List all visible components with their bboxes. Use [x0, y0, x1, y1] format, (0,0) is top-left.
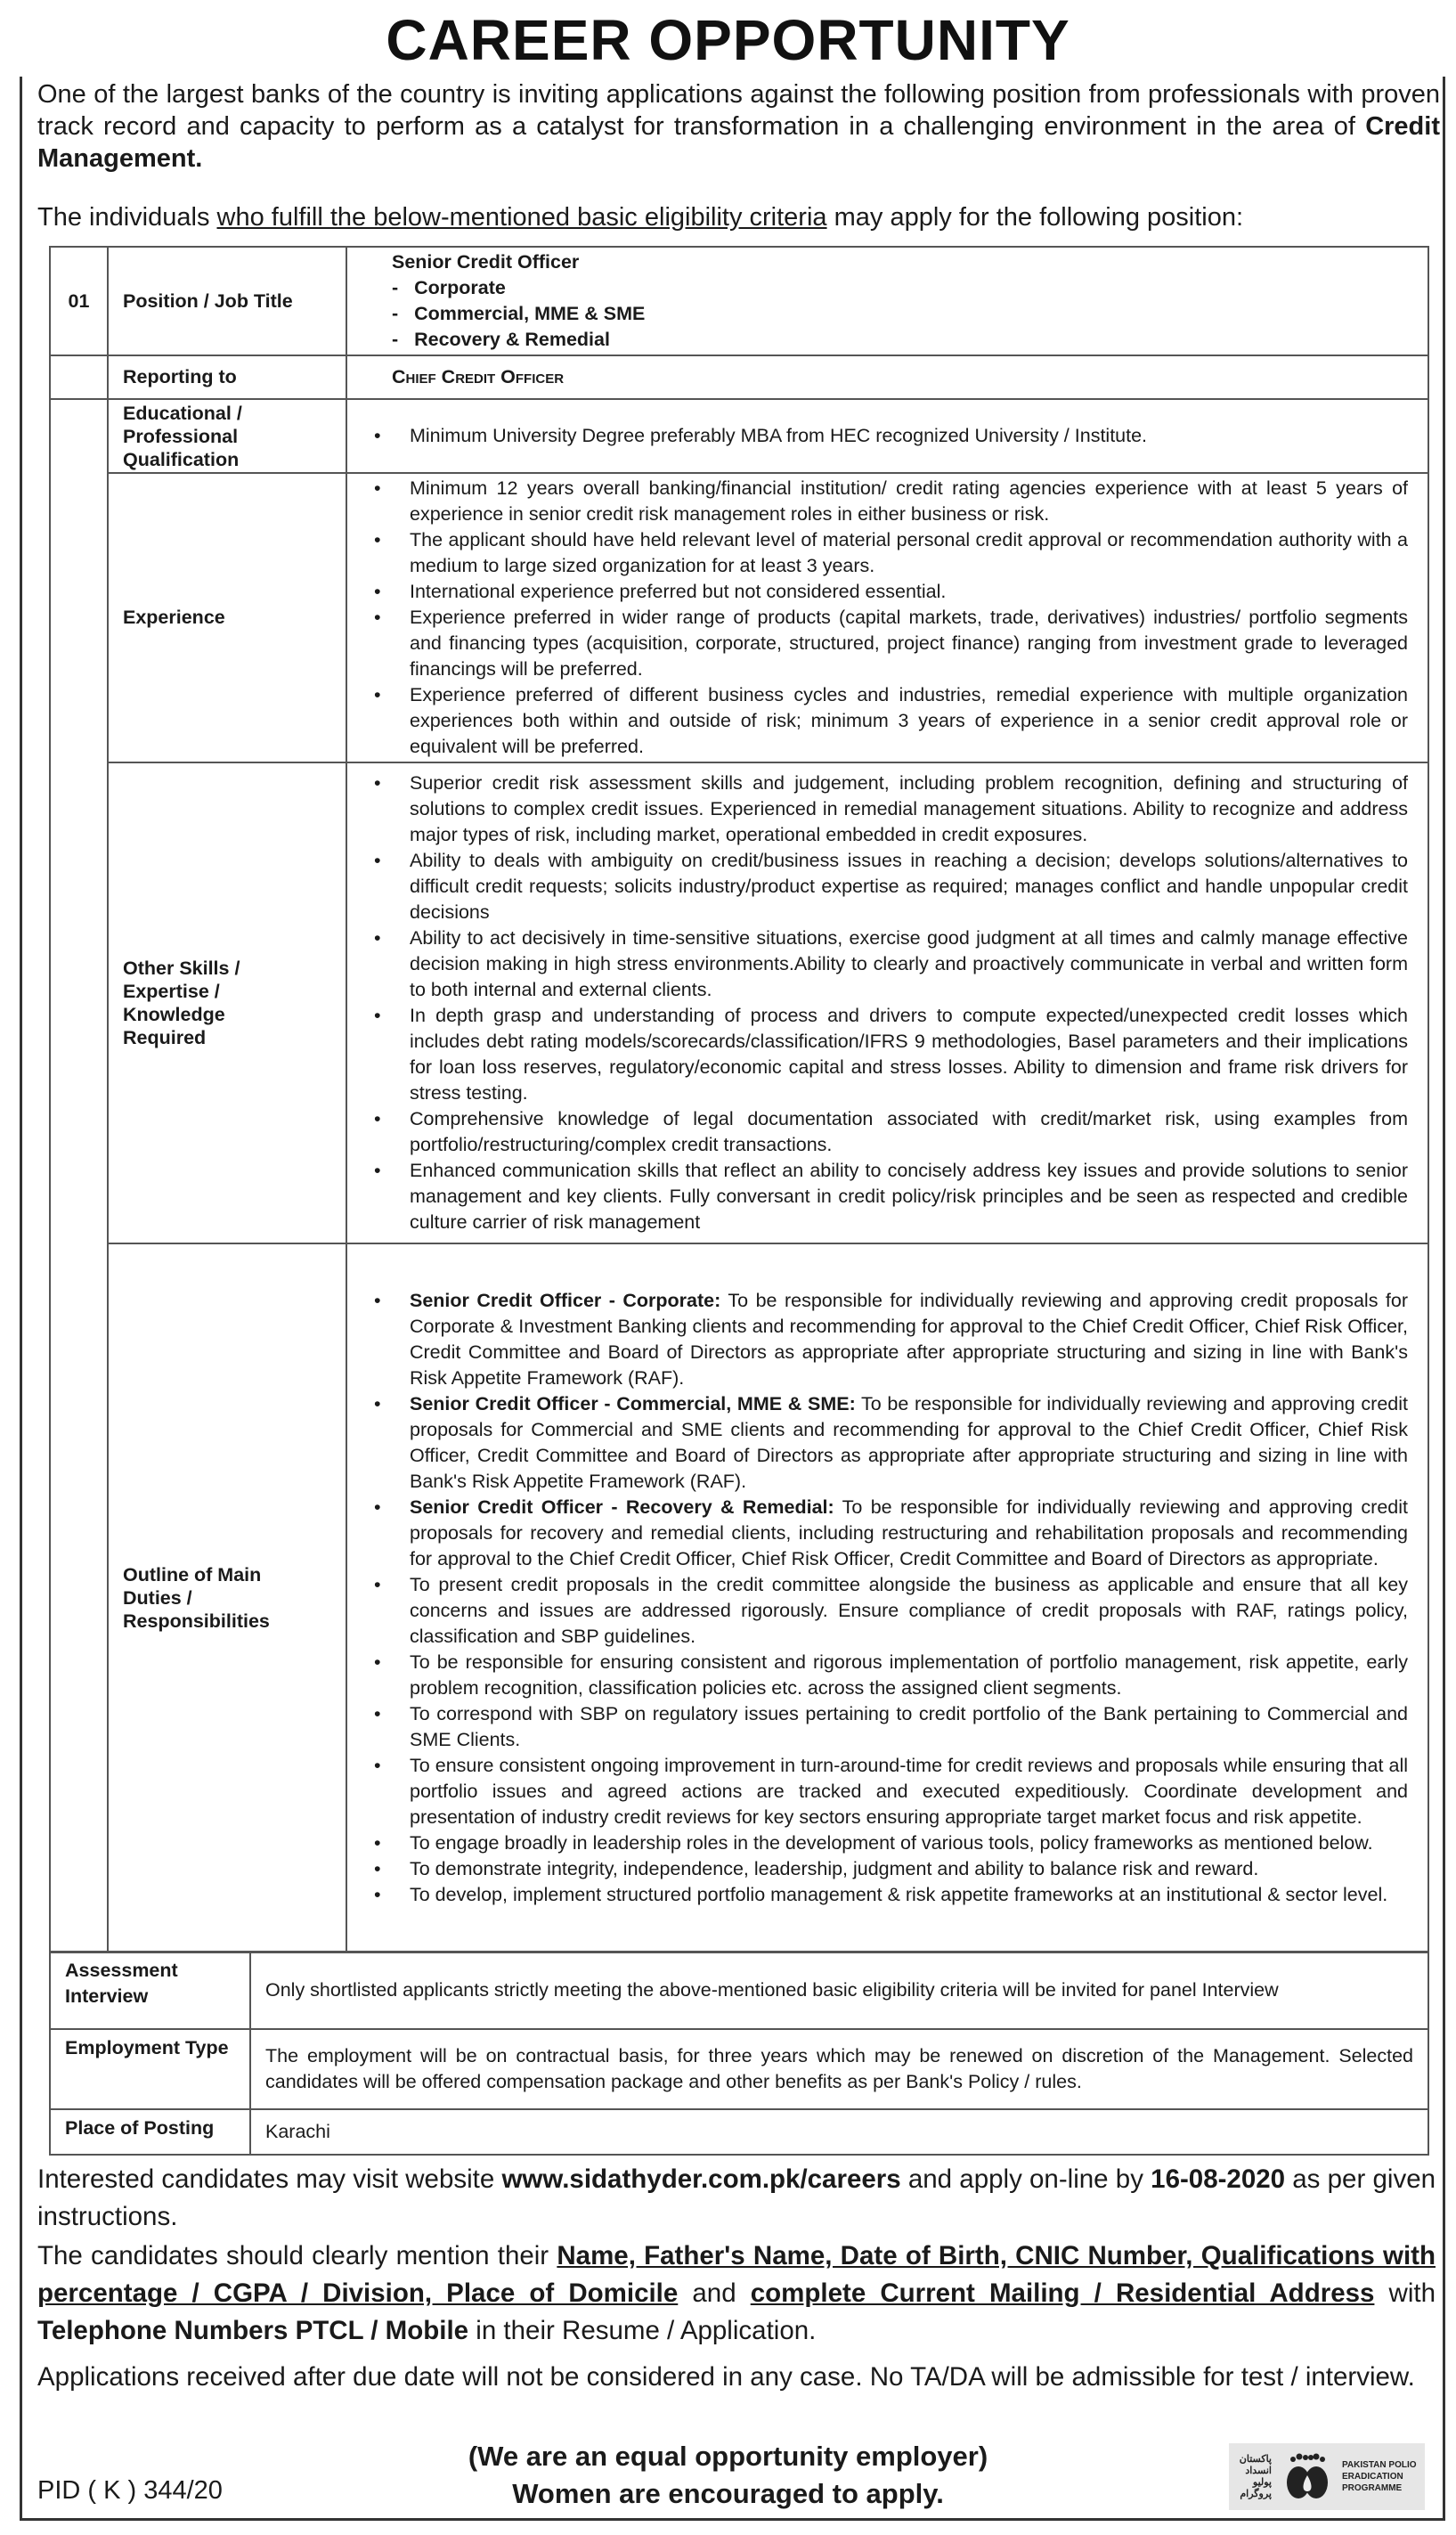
position-value: [346, 247, 1428, 355]
row-position: [50, 247, 1428, 355]
mention-pre: The candidates should clearly mention their: [37, 2241, 557, 2270]
women-encouraged: Women are encouraged to apply.: [512, 2478, 944, 2509]
row-duties: [50, 1243, 1428, 1952]
item-text: To correspond with SBP on regulatory issues pertaining to credit portfolio of the Bank pertaining to Commercial and SME Clients.: [410, 1703, 1408, 1750]
item-text: To be responsible for ensuring consistent and rigorous implementation of portfolio management, risk appetite, early problem recognition, classification policies etc. across the assigned client segments.: [410, 1651, 1408, 1699]
mention-address: complete Current Mailing / Residential Address: [750, 2278, 1375, 2308]
position-subtitle: - Corporate: [392, 277, 506, 298]
eligibility-post: may apply for the following position:: [826, 203, 1244, 232]
duties-list: [374, 1288, 1408, 1908]
list-item: [374, 1856, 1408, 1882]
item-text: Minimum University Degree preferably MBA from HEC recognized University / Institute.: [410, 425, 1148, 446]
experience-label: Experience: [108, 473, 346, 762]
position-label: Position / Job Title: [108, 247, 346, 355]
item-text: Minimum 12 years overall banking/financial institution/ credit rating agencies experience with at least 5 years of experience in senior credit risk management roles in either business or risk.: [410, 477, 1408, 525]
position-number: 01: [50, 247, 108, 355]
apply-paragraph: [37, 2161, 1436, 2236]
reporting-label: Reporting to: [108, 355, 346, 399]
item-text: To demonstrate integrity, independence, leadership, judgment and ability to balance risk and reward.: [410, 1858, 1259, 1879]
footprints-icon: [1281, 2450, 1334, 2504]
mention-phone: Telephone Numbers PTCL / Mobile: [37, 2316, 469, 2345]
item-text: To be responsible for individually reviewing and approving credit proposals for Commercial and SME clients and recommending for approval to the Chief Credit Officer, Chief Risk Officer, Credit Committee and Board of Directors as appropriate after appropriate structuring and sizing in line with Bank's Risk Appetite Framework (RAF).: [410, 1393, 1409, 1492]
employment-value: The employment will be on contractual basis, for three years which may be renewed on discretion of the Management. Selected candidates will be offered compensation package and other benefits as per Bank's Policy / rules.: [250, 2029, 1428, 2109]
row-reporting: [50, 355, 1428, 399]
intro-text: One of the largest banks of the country is inviting applications against the following position from professionals with proven track record and capacity to perform as a catalyst for transformation in a challenging environment in the area of: [37, 80, 1440, 141]
item-text: The applicant should have held relevant level of material personal credit approval or recommendation authority with a medium to large sized organization for at least 3 years.: [410, 529, 1408, 576]
list-item: [374, 1882, 1408, 1908]
list-item: [374, 476, 1408, 527]
list-item: [374, 1753, 1408, 1830]
list-item: [374, 1003, 1408, 1106]
skills-list: [374, 770, 1408, 1235]
list-item: [374, 1391, 1408, 1495]
late-paragraph: Applications received after due date will not be considered in any case. No TA/DA will be admissible for test / interview.: [37, 2362, 1415, 2392]
item-text: To engage broadly in leadership roles in the development of various tools, policy frameworks as mentioned below.: [410, 1832, 1373, 1854]
place-value: Karachi: [250, 2109, 1428, 2155]
position-table: [49, 246, 1429, 1953]
item-text: Enhanced communication skills that reflect an ability to concisely address key issues and provide solutions to senior management and key clients. Fully conversant in credit policy/risk principles and be seen as respected and credible culture carrier of risk management: [410, 1160, 1408, 1233]
list-item: [374, 1495, 1408, 1572]
item-text: To develop, implement structured portfolio management & risk appetite frameworks at an institutional & sector level.: [410, 1884, 1388, 1905]
list-item: [374, 1158, 1408, 1235]
logo-urdu: پاکستان انسداد پولیو پروگرام: [1239, 2453, 1272, 2499]
item-text: To present credit proposals in the credit committee alongside the business as applicable and ensure that all key concerns and issues are addressed rigorously. Ensure compliance of credit proposals with RAF, ratings policy, classification and SBP guidelines.: [410, 1574, 1408, 1647]
assessment-label: Assessment Interview: [50, 1952, 250, 2029]
reporting-value: Chief Credit Officer: [346, 355, 1428, 399]
empty-cell: [50, 355, 108, 399]
list-item: [374, 605, 1408, 682]
row-education: [50, 399, 1428, 473]
list-item: [374, 848, 1408, 925]
row-place: [50, 2109, 1428, 2155]
item-heading: Senior Credit Officer - Recovery & Remedial:: [410, 1496, 834, 1518]
list-item: [374, 527, 1408, 579]
row-experience: [50, 473, 1428, 762]
mention-and: and: [678, 2278, 751, 2308]
terms-table: [49, 1951, 1429, 2156]
assessment-value: Only shortlisted applicants strictly meeting the above-mentioned basic eligibility criteria will be invited for panel Interview: [250, 1952, 1428, 2029]
item-text: Superior credit risk assessment skills and judgement, including problem recognition, defining and structuring of solutions to complex credit issues. Experienced in remedial management situations. Ability to recognize and address major types of risk, including market, operational embedded in credit exposures.: [410, 772, 1408, 845]
apply-mid: and apply on-line by: [900, 2164, 1151, 2194]
place-label: Place of Posting: [50, 2109, 250, 2155]
mention-fields: Name, Father's Name, Date of Birth, CNIC Number, Qualifications with percentage / CGPA / Division, Place of Domicile: [37, 2241, 1436, 2308]
item-text: Experience preferred in wider range of products (capital markets, trade, derivatives) industries/ portfolio segments and financing types (acquisition, corporate, structured, project finance) ranging from investment grade to leveraged financings will be preferred.: [410, 607, 1408, 680]
skills-label: Other Skills / Expertise / Knowledge Required: [108, 762, 346, 1243]
item-text: To be responsible for individually reviewing and approving credit proposals for recovery and remedial clients, including restructuring and rehabilitation proposals and recommending for approval to the Chief Credit Officer, Chief Risk Officer, Credit Committee and Board of Directors as appropriate.: [410, 1496, 1408, 1569]
apply-pre: Interested candidates may visit website: [37, 2164, 502, 2194]
item-text: Ability to deals with ambiguity on credit/business issues in reaching a decision; develops solutions/alternatives to difficult credit requests; solicits industry/product expertise as required; manages conflict and handle unpopular credit decisions: [410, 850, 1408, 923]
deadline-date: 16-08-2020: [1151, 2164, 1286, 2194]
eligibility-line: [37, 201, 1440, 233]
eligibility-underlined: who fulfill the below-mentioned basic eligibility criteria: [216, 203, 827, 232]
pid-number: PID ( K ) 344/20: [37, 2476, 223, 2505]
row-employment: [50, 2029, 1428, 2109]
item-text: Ability to act decisively in time-sensitive situations, exercise good judgment at all times and calmly manage effective decision making in high stress environments.Ability to clearly and proactively communicate in verbal and written form to both internal and external clients.: [410, 927, 1408, 1000]
item-text: International experience preferred but not considered essential.: [410, 581, 947, 602]
polio-logo: [1229, 2443, 1425, 2510]
position-subtitle: - Recovery & Remedial: [392, 329, 610, 350]
equal-opportunity: (We are an equal opportunity employer): [468, 2441, 988, 2472]
experience-list: [374, 476, 1408, 760]
mention-paragraph: [37, 2237, 1436, 2350]
employment-label: Employment Type: [50, 2029, 250, 2109]
logo-text: PAKISTAN POLIO ERADICATION PROGRAMME: [1342, 2460, 1417, 2493]
position-subtitle: - Commercial, MME & SME: [392, 303, 646, 324]
list-item: [374, 579, 1408, 605]
item-heading: Senior Credit Officer - Commercial, MME & SME:: [410, 1393, 856, 1414]
item-heading: Senior Credit Officer - Corporate:: [410, 1290, 721, 1311]
list-item: [374, 682, 1408, 760]
item-text: To be responsible for individually reviewing and approving credit proposals for Corporate & Investment Banking clients and recommending for approval to the Chief Credit Officer, Chief Risk Officer, Credit Committee and Board of Directors as appropriate after appropriate structuring and sizing in line with Bank's Risk Appetite Framework (RAF).: [410, 1290, 1409, 1389]
list-item: [374, 770, 1408, 848]
page-title: CAREER OPPORTUNITY: [386, 8, 1070, 72]
list-item: [374, 1830, 1408, 1856]
list-item: [374, 423, 1408, 449]
empty-cell: [50, 399, 108, 1952]
item-text: Comprehensive knowledge of legal documentation associated with credit/market risk, using examples from portfolio/restructuring/complex credit transactions.: [410, 1108, 1408, 1155]
intro-bold: Credit Management.: [37, 112, 1440, 173]
duties-label: Outline of Main Duties / Responsibilities: [108, 1243, 346, 1952]
list-item: [374, 1106, 1408, 1158]
list-item: [374, 1701, 1408, 1753]
apply-post: as per given instructions.: [37, 2164, 1436, 2231]
intro-paragraph: [37, 78, 1440, 175]
row-skills: [50, 762, 1428, 1243]
education-list: [374, 423, 1408, 449]
mention-post: in their Resume / Application.: [468, 2316, 817, 2345]
list-item: [374, 1650, 1408, 1701]
website-link[interactable]: www.sidathyder.com.pk/careers: [501, 2164, 901, 2194]
list-item: [374, 925, 1408, 1003]
item-text: To ensure consistent ongoing improvement in turn-around-time for credit reviews and proposals while ensuring that all portfolio issues and agreed actions are tracked and executed expeditiously. Coordinate development and presentation of industry credit reviews for key sectors ensuring appropriate target market focus and risk appetite.: [410, 1755, 1408, 1828]
mention-with: with: [1374, 2278, 1436, 2308]
list-item: [374, 1572, 1408, 1650]
education-label: Educational / Professional Qualification: [108, 399, 346, 473]
item-text: In depth grasp and understanding of process and drivers to compute expected/unexpected credit losses which includes debt rating models/scorecards/classification/IFRS 9 methodologies, Basel parameters and their implications for loan loss reserves, regulatory/economic capital and stress losses. Ability to dimension and frame risk drivers for stress testing.: [410, 1005, 1408, 1104]
item-text: Experience preferred of different business cycles and industries, remedial experience with multiple organization experiences both within and outside of risk; minimum 3 years of experience in a senior credit approval role or equivalent will be preferred.: [410, 684, 1408, 757]
list-item: [374, 1288, 1408, 1391]
row-assessment: [50, 1952, 1428, 2029]
position-title: Senior Credit Officer: [392, 251, 580, 273]
eligibility-pre: The individuals: [37, 203, 217, 232]
